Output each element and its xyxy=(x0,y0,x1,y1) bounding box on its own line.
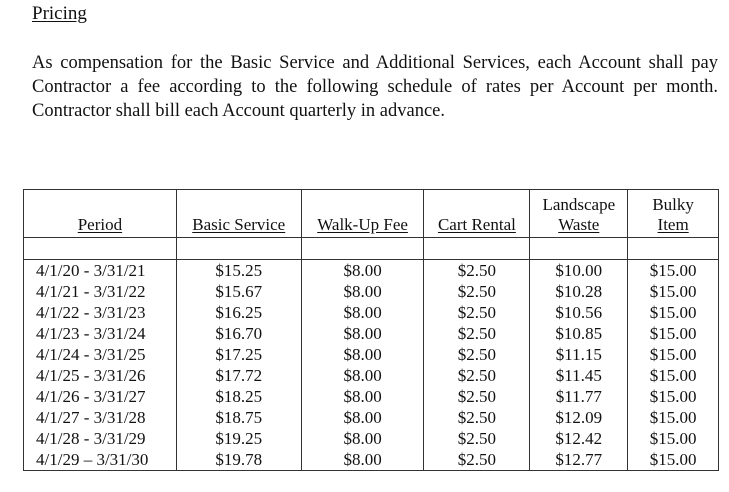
header-bulky-item: Bulky Item xyxy=(628,190,719,238)
cell-landscape-waste: $11.15 xyxy=(530,344,628,365)
table-row xyxy=(24,428,719,449)
cell-walk-up-fee: $8.00 xyxy=(301,449,424,471)
cell-period: 4/1/21 - 3/31/22 xyxy=(24,281,177,302)
cell-landscape-waste: $10.28 xyxy=(530,281,628,302)
table-row xyxy=(24,281,719,302)
cell-cart-rental: $2.50 xyxy=(424,323,530,344)
cell-bulky-item: $15.00 xyxy=(628,428,719,449)
cell-bulky-item: $15.00 xyxy=(628,302,719,323)
cell-cart-rental: $2.50 xyxy=(424,260,530,282)
table-row xyxy=(24,449,719,471)
cell-landscape-waste: $11.45 xyxy=(530,365,628,386)
cell-landscape-waste: $12.09 xyxy=(530,407,628,428)
cell-walk-up-fee: $8.00 xyxy=(301,260,424,282)
cell-landscape-waste: $10.56 xyxy=(530,302,628,323)
cell-cart-rental: $2.50 xyxy=(424,281,530,302)
cell-basic-service: $16.25 xyxy=(176,302,301,323)
cell-walk-up-fee: $8.00 xyxy=(301,323,424,344)
cell-walk-up-fee: $8.00 xyxy=(301,428,424,449)
cell-period: 4/1/25 - 3/31/26 xyxy=(24,365,177,386)
cell-walk-up-fee: $8.00 xyxy=(301,365,424,386)
cell-landscape-waste: $12.42 xyxy=(530,428,628,449)
header-period: Period xyxy=(24,190,177,238)
table-row xyxy=(24,386,719,407)
table-row xyxy=(24,260,719,282)
pricing-paragraph: As compensation for the Basic Service and Additional Services, each Account shall pay Contractor a fee according to the following schedule of rates per Account per month. Contractor shall bill each Account quarterly in advance. xyxy=(32,53,718,121)
cell-cart-rental: $2.50 xyxy=(424,386,530,407)
cell-cart-rental: $2.50 xyxy=(424,428,530,449)
cell-basic-service: $19.25 xyxy=(176,428,301,449)
cell-cart-rental: $2.50 xyxy=(424,302,530,323)
section-heading: Pricing xyxy=(32,3,87,24)
table-row xyxy=(24,365,719,386)
table-header-row xyxy=(24,190,719,238)
cell-walk-up-fee: $8.00 xyxy=(301,344,424,365)
header-walk-up-fee: Walk-Up Fee xyxy=(301,190,424,238)
cell-walk-up-fee: $8.00 xyxy=(301,281,424,302)
rate-schedule-table xyxy=(23,189,719,471)
cell-bulky-item: $15.00 xyxy=(628,281,719,302)
cell-period: 4/1/27 - 3/31/28 xyxy=(24,407,177,428)
cell-cart-rental: $2.50 xyxy=(424,449,530,471)
cell-cart-rental: $2.50 xyxy=(424,344,530,365)
cell-period: 4/1/23 - 3/31/24 xyxy=(24,323,177,344)
cell-landscape-waste: $11.77 xyxy=(530,386,628,407)
cell-bulky-item: $15.00 xyxy=(628,323,719,344)
cell-landscape-waste: $12.77 xyxy=(530,449,628,471)
cell-basic-service: $16.70 xyxy=(176,323,301,344)
cell-cart-rental: $2.50 xyxy=(424,407,530,428)
cell-period: 4/1/29 – 3/31/30 xyxy=(24,449,177,471)
cell-basic-service: $17.25 xyxy=(176,344,301,365)
cell-walk-up-fee: $8.00 xyxy=(301,386,424,407)
header-cart-rental: Cart Rental xyxy=(424,190,530,238)
cell-basic-service: $15.67 xyxy=(176,281,301,302)
cell-bulky-item: $15.00 xyxy=(628,386,719,407)
table-row xyxy=(24,407,719,428)
cell-period: 4/1/24 - 3/31/25 xyxy=(24,344,177,365)
cell-walk-up-fee: $8.00 xyxy=(301,302,424,323)
cell-period: 4/1/20 - 3/31/21 xyxy=(24,260,177,282)
cell-bulky-item: $15.00 xyxy=(628,407,719,428)
cell-basic-service: $18.75 xyxy=(176,407,301,428)
cell-walk-up-fee: $8.00 xyxy=(301,407,424,428)
spacer-row xyxy=(24,238,719,260)
cell-landscape-waste: $10.00 xyxy=(530,260,628,282)
cell-cart-rental: $2.50 xyxy=(424,365,530,386)
cell-basic-service: $18.25 xyxy=(176,386,301,407)
cell-bulky-item: $15.00 xyxy=(628,260,719,282)
cell-period: 4/1/22 - 3/31/23 xyxy=(24,302,177,323)
table-row xyxy=(24,323,719,344)
header-basic-service: Basic Service xyxy=(176,190,301,238)
cell-bulky-item: $15.00 xyxy=(628,344,719,365)
cell-bulky-item: $15.00 xyxy=(628,365,719,386)
cell-basic-service: $15.25 xyxy=(176,260,301,282)
cell-bulky-item: $15.00 xyxy=(628,449,719,471)
cell-landscape-waste: $10.85 xyxy=(530,323,628,344)
table-row xyxy=(24,302,719,323)
header-landscape-waste: Landscape Waste xyxy=(530,190,628,238)
cell-period: 4/1/28 - 3/31/29 xyxy=(24,428,177,449)
cell-basic-service: $17.72 xyxy=(176,365,301,386)
table-row xyxy=(24,344,719,365)
cell-basic-service: $19.78 xyxy=(176,449,301,471)
cell-period: 4/1/26 - 3/31/27 xyxy=(24,386,177,407)
